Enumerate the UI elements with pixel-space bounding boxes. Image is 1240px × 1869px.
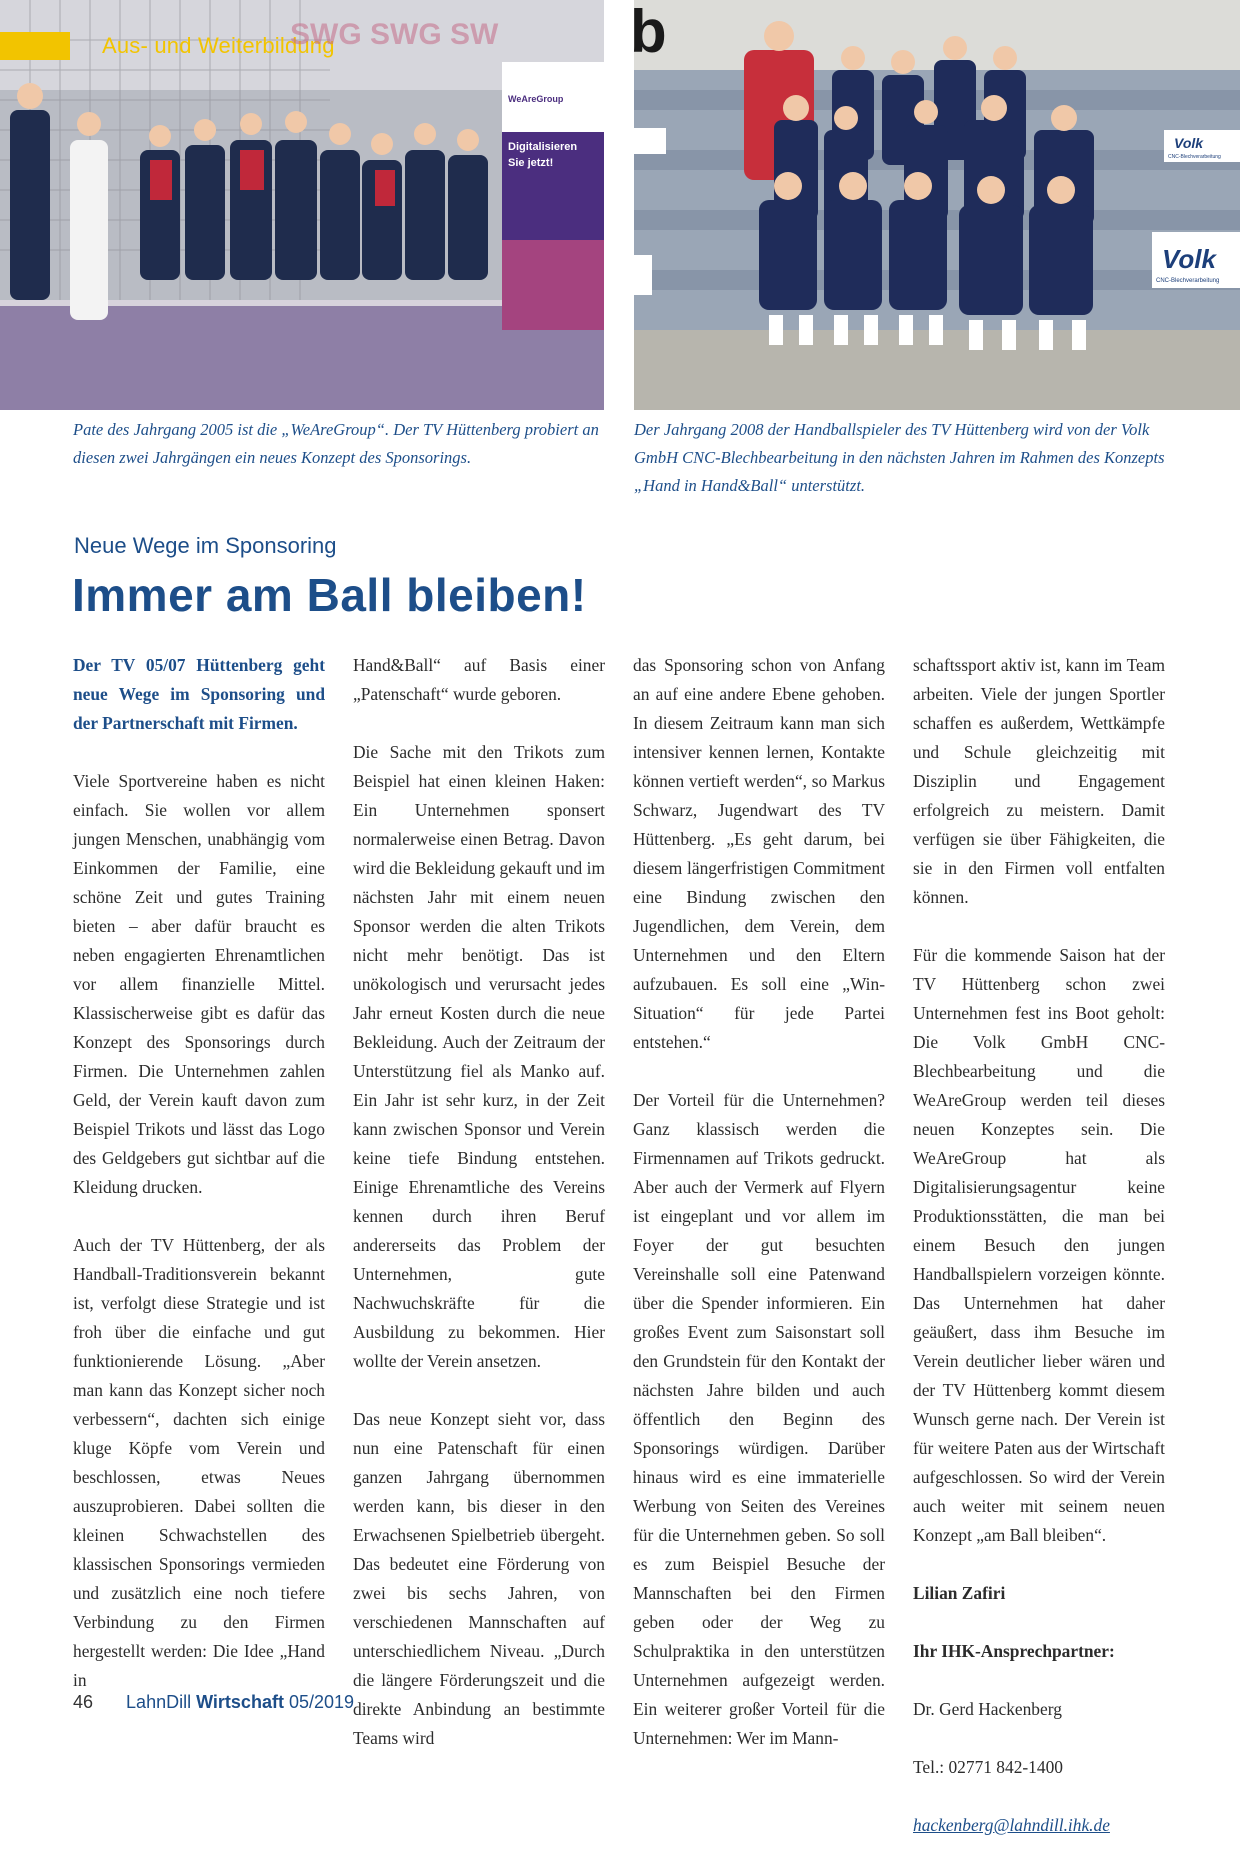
photo-team-2008 <box>630 0 1240 410</box>
page-number: 46 <box>73 1692 94 1712</box>
photo-caption-right: Der Jahrgang 2008 der Handballspieler des TV Hüttenberg wird von der Volk GmbH CNC-Blechbearbeitung in den nächsten Jahren im Rahmen des Konzepts „Hand in Hand&Ball“ unterstützt. <box>634 420 1165 495</box>
contact-name: Dr. Gerd Hackenberg <box>913 1699 1062 1719</box>
article-column-2 <box>353 651 605 1782</box>
article-paragraph: Viele Sportvereine haben es nicht einfach. Sie wollen vor allem jungen Menschen, unabhängig vom Einkommen der Familie, eine schöne Zeit und gutes Training bieten – aber dafür braucht es neben engagierten Ehrenamtlichen vor allem finanzielle Mittel. Klassischerweise gibt es dafür das Konzept des Sponsorings durch Firmen. Die Unternehmen zahlen Geld, der Verein kauft davon zum Beispiel Trikots und lässt das Logo des Geldgebers gut sichtbar auf die Kleidung drucken. <box>73 771 325 1197</box>
article-paragraph: Hand&Ball“ auf Basis einer „Patenschaft“ wurde geboren. <box>353 655 605 704</box>
article-column-3 <box>633 651 885 1782</box>
volk-sign-1: Volk <box>1174 135 1204 151</box>
article-column-1 <box>73 651 325 1724</box>
photo-caption-left: Pate des Jahrgang 2005 ist die „WeAreGroup“. Der TV Hüttenberg probiert an diesen zwei Jahrgängen ein neues Konzept des Sponsorings. <box>73 420 599 467</box>
volk-sign-1-sub: CNC-Blechverarbeitung <box>1168 154 1221 160</box>
article-paragraph: Der Vorteil für die Unternehmen? Ganz klassisch werden die Firmennamen auf Trikots gedruckt. Aber auch der Vermerk auf Flyern ist eingeplant und vor allem im Foyer der gut besuchten Vereinshalle soll eine Patenwand über die Spender informieren. Ein großes Event zum Saisonstart soll den Grundstein für den Kontakt der nächsten Jahre bilden und auch öffentlich den Beginn des Sponsorings würdigen. Darüber hinaus wird es eine immaterielle Werbung von Seiten des Vereines für die Unternehmen geben. So soll es zum Beispiel Besuche der Mannschaften bei den Firmen geben oder der Weg zu Schulpraktika in den unterstützen Unternehmen aufgezeigt werden. Ein weiterer großer Vorteil für die Unternehmen: Wer im Mann- <box>633 1090 885 1748</box>
photo-team-2005 <box>0 0 604 410</box>
article-paragraph: Die Sache mit den Trikots zum Beispiel hat einen kleinen Haken: Ein Unternehmen sponsert normalerweise einen Betrag. Davon wird die Bekleidung gekauft und im nächsten Jahr mit einem neuen Sponsor werden die alten Trikots nicht mehr benötigt. Das ist unökologisch und verursacht jedes Jahr erneut Kosten durch die neue Bekleidung. Auch der Zeitraum der Unterstützung fiel als Manko auf. Ein Jahr ist sehr kurz, in der Zeit kann zwischen Sponsor und Verein keine tiefe Bindung entstehen. Einige Ehrenamtliche des Vereins kennen durch ihren Beruf andererseits das Problem der Unternehmen, gute Nachwuchskräfte für die Ausbildung zu bekommen. Hier wollte der Verein ansetzen. <box>353 742 605 1371</box>
article-column-4 <box>913 651 1165 1869</box>
rollup-slogan-1: Digitalisieren <box>508 141 578 153</box>
publication-name-bold: Wirtschaft <box>196 1692 284 1712</box>
article-paragraph: das Sponsoring schon von Anfang an auf eine andere Ebene gehoben. In diesem Zeitraum kann man sich intensiver kennen lernen, Kontakte können vertieft werden“, so Markus Schwarz, Jugendwart des TV Hüttenberg. „Es geht darum, bei diesem längerfristigen Commitment eine Bindung zwischen den Jugendlichen, dem Verein, dem Unternehmen und den Eltern aufzubauen. Es soll eine „Win-Situation“ für jede Partei entstehen.“ <box>633 655 885 1052</box>
contact-title: Ihr IHK-Ansprechpartner: <box>913 1641 1115 1661</box>
contact-email-link[interactable]: hackenberg@lahndill.ihk.de <box>913 1815 1110 1835</box>
article-paragraph: Für die kommende Saison hat der TV Hüttenberg schon zwei Unternehmen fest ins Boot geholt: Die Volk GmbH CNC-Blechbearbeitung und die WeAreGroup werden teil dieses neuen Konzeptes sein. Die WeAreGroup hat als Digitalisierungsagentur keine Produktionsstätten, die man bei einem Besuch den jungen Handballspielern vorzeigen könnte. Das Unternehmen hat daher geäußert, dass ihm Besuche im Verein deutlicher lieber wären und der TV Hüttenberg kommt diesem Wunsch gerne nach. Der Verein ist für weitere Paten aus der Wirtschaft aufgeschlossen. So wird der Verein auch weiter mit seinem neuen Konzept „am Ball bleiben“. <box>913 945 1165 1545</box>
article-lead: Der TV 05/07 Hüttenberg geht neue Wege im Sponsoring und der Partnerschaft mit Firmen. <box>73 655 325 733</box>
publication-issue: 05/2019 <box>283 1692 355 1712</box>
article-paragraph: Auch der TV Hüttenberg, der als Handball-Traditionsverein bekannt ist, verfolgt diese Strategie und ist froh über die einfache und gut funktionierende Lösung. „Aber man kann das Konzept sicher noch verbessern“, dachten sich einige kluge Köpfe vom Verein und beschlossen, etwas Neues auszuprobieren. Dabei sollten die kleinen Schwachstellen des klassischen Sponsorings vermieden und zusätzlich eine noch tiefere Verbindung zu den Firmen hergestellt werden: Die Idee „Hand in <box>73 1235 325 1690</box>
article-kicker: Neue Wege im Sponsoring <box>74 533 337 558</box>
hall-banner-text: SWG SWG SW <box>290 18 499 51</box>
article-paragraph: Das neue Konzept sieht vor, dass nun eine Patenschaft für einen ganzen Jahrgang übernommen werden kann, bis dieser in den Erwachsenen Spielbetrieb übergeht. Das bedeutet eine Förderung von zwei bis sechs Jahren, von verschiedenen Mannschaften auf unterschiedlichem Niveau. „Durch die längere Förderungszeit und die direkte Anbindung an bestimmte Teams wird <box>353 1409 605 1748</box>
section-tag-label: Aus- und Weiterbildung <box>102 33 335 58</box>
publication-name: LahnDill <box>126 1692 197 1712</box>
rollup-slogan-2: Sie jetzt! <box>508 157 554 169</box>
section-tag <box>0 32 335 60</box>
article-author: Lilian Zafiri <box>913 1583 1006 1603</box>
wall-letter: b <box>630 0 667 65</box>
volk-sign-2-sub: CNC-Blechverarbeitung <box>1156 278 1220 284</box>
article-paragraph: schaftssport aktiv ist, kann im Team arbeiten. Viele der jungen Sportler schaffen es außerdem, Wettkämpfe und Schule gleichzeitig mit Disziplin und Engagement erfolgreich zu meistern. Damit verfügen sie über Fähigkeiten, die sie in den Firmen voll entfalten können. <box>913 655 1165 907</box>
photo-team-2008-graphic <box>634 0 1240 410</box>
rollup-brand: WeAreGroup <box>508 94 564 104</box>
contact-phone: Tel.: 02771 842-1400 <box>913 1757 1063 1777</box>
article-headline: Immer am Ball bleiben! <box>72 569 587 621</box>
volk-sign-2: Volk <box>1162 244 1216 274</box>
page-footer <box>73 1692 354 1713</box>
photo-team-2005-graphic <box>0 0 604 410</box>
section-tag-bar <box>0 32 70 60</box>
